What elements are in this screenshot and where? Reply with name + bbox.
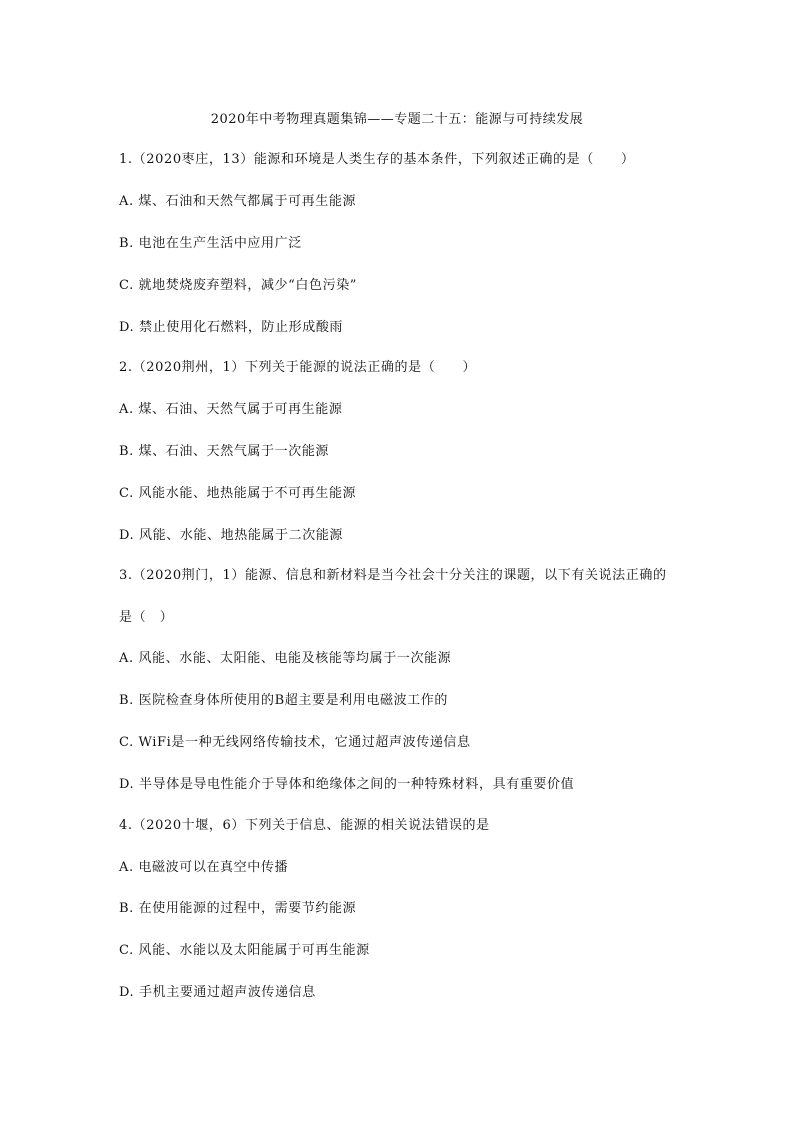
- question-1-stem: 1.（2020枣庄，13）能源和环境是人类生存的基本条件，下列叙述正确的是（ ）: [119, 152, 635, 167]
- question-4-stem: 4.（2020十堰，6）下列关于信息、能源的相关说法错误的是: [119, 818, 490, 833]
- question-4-option-d: D. 手机主要通过超声波传递信息: [119, 985, 316, 1000]
- question-3-option-d: D. 半导体是导电性能介于导体和绝缘体之间的一种特殊材料，具有重要价值: [119, 777, 575, 792]
- question-2-option-a: A. 煤、石油、天然气属于可再生能源: [119, 402, 343, 417]
- question-2-stem: 2.（2020荆州，1）下列关于能源的说法正确的是（ ）: [119, 360, 477, 375]
- question-1-option-a: A. 煤、石油和天然气都属于可再生能源: [119, 194, 357, 209]
- question-2-option-c: C. 风能水能、地热能属于不可再生能源: [119, 486, 357, 501]
- question-3-option-a: A. 风能、水能、太阳能、电能及核能等均属于一次能源: [119, 651, 452, 666]
- question-4-option-a: A. 电磁波可以在真空中传播: [119, 860, 289, 875]
- question-1-option-d: D. 禁止使用化石燃料，防止形成酸雨: [119, 320, 344, 335]
- question-1-option-c: C. 就地焚烧废弃塑料，减少“白色污染”: [119, 278, 358, 293]
- question-3-stem-line-1: 3.（2020荆门，1）能源、信息和新材料是当今社会十分关注的课题，以下有关说法正确的: [119, 568, 667, 583]
- question-4-option-b: B. 在使用能源的过程中，需要节约能源: [119, 901, 357, 916]
- question-3-option-c: C. WiFi是一种无线网络传输技术，它通过超声波传递信息: [119, 735, 471, 750]
- question-2-option-d: D. 风能、水能、地热能属于二次能源: [119, 528, 344, 543]
- question-3-option-b: B. 医院检查身体所使用的B超主要是利用电磁波工作的: [119, 693, 448, 708]
- question-4-option-c: C. 风能、水能以及太阳能属于可再生能源: [119, 943, 370, 958]
- question-1-option-b: B. 电池在生产生活中应用广泛: [119, 236, 302, 251]
- document-title: 2020年中考物理真题集锦——专题二十五：能源与可持续发展: [210, 112, 584, 127]
- question-3-stem-line-2: 是（ ）: [119, 610, 174, 625]
- question-2-option-b: B. 煤、石油、天然气属于一次能源: [119, 444, 330, 459]
